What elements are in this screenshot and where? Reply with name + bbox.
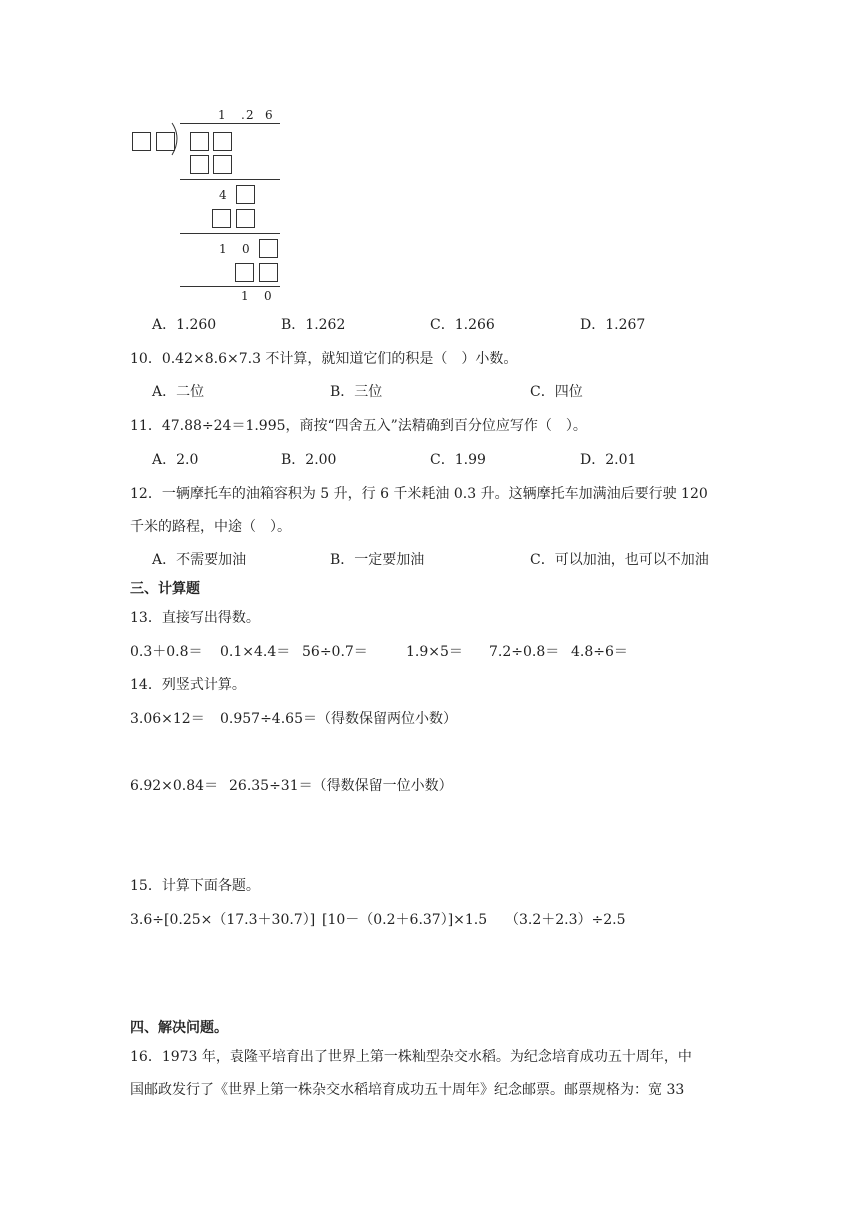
q13-item: 7.2÷0.8＝ <box>489 644 560 660</box>
q9-option-a[interactable]: A．1.260 <box>152 317 217 333</box>
q15-item: （3.2＋2.3）÷2.5 <box>505 912 626 928</box>
q15-item: [10－（0.2＋6.37）]×1.5 <box>322 912 488 928</box>
subtraction-line <box>180 179 280 180</box>
partial-digit: 0 <box>242 242 250 256</box>
q15-item: 3.6÷[0.25×（17.3＋30.7）] <box>130 912 316 928</box>
q12-stem-line1: 12．一辆摩托车的油箱容积为 5 升，行 6 千米耗油 0.3 升。这辆摩托车加满油后要行驶 120 <box>130 486 708 502</box>
q14-item: 0.957÷4.65＝（得数保留两位小数） <box>220 711 457 727</box>
product-box[interactable] <box>236 209 255 228</box>
quotient-digit: . <box>241 108 245 122</box>
partial-box[interactable] <box>259 239 278 258</box>
q14-item: 6.92×0.84＝ <box>130 778 219 794</box>
q10-option-b[interactable]: B．三位 <box>330 384 383 400</box>
remainder-digit: 1 <box>241 289 249 303</box>
q12-option-a[interactable]: A．不需要加油 <box>152 552 247 568</box>
q14-item: 3.06×12＝ <box>130 711 205 727</box>
q10-stem: 10．0.42×8.6×7.3 不计算，就知道它们的积是（ ）小数。 <box>130 351 518 367</box>
partial-box[interactable] <box>236 185 255 204</box>
divisor-box[interactable] <box>156 132 175 151</box>
q12-option-c[interactable]: C．可以加油，也可以不加油 <box>530 552 709 568</box>
divisor-box[interactable] <box>132 132 151 151</box>
product-box[interactable] <box>213 155 232 174</box>
q11-option-d[interactable]: D．2.01 <box>580 452 637 468</box>
q13-item: 0.1×4.4＝ <box>220 644 291 660</box>
remainder-digit: 0 <box>264 289 272 303</box>
q14-item: 26.35÷31＝（得数保留一位小数） <box>229 778 453 794</box>
q9-option-d[interactable]: D．1.267 <box>580 317 646 333</box>
q13-item: 56÷0.7＝ <box>302 644 368 660</box>
q12-stem-line2: 千米的路程，中途（ ）。 <box>130 519 291 535</box>
division-bar <box>180 123 280 124</box>
q11-option-c[interactable]: C．1.99 <box>430 452 486 468</box>
q15-stem: 15．计算下面各题。 <box>130 878 260 894</box>
subtraction-line <box>180 286 280 287</box>
quotient-digit: 6 <box>265 108 273 122</box>
q9-option-b[interactable]: B．1.262 <box>281 317 346 333</box>
q9-option-c[interactable]: C．1.266 <box>430 317 495 333</box>
dividend-box[interactable] <box>190 132 209 151</box>
q11-stem: 11．47.88÷24＝1.995，商按“四舍五入”法精确到百分位应写作（ ）。 <box>130 418 587 434</box>
q14-stem: 14．列竖式计算。 <box>130 677 246 693</box>
section-3-title: 三、计算题 <box>130 581 200 597</box>
q16-line1: 16．1973 年，袁隆平培育出了世界上第一株籼型杂交水稻。为纪念培育成功五十周年，中 <box>130 1049 692 1065</box>
q16-line2: 国邮政发行了《世界上第一株杂交水稻培育成功五十周年》纪念邮票。邮票规格为：宽 33 <box>130 1082 685 1098</box>
q12-option-b[interactable]: B．一定要加油 <box>330 552 425 568</box>
q10-option-c[interactable]: C．四位 <box>530 384 583 400</box>
product-box[interactable] <box>235 263 254 282</box>
subtraction-line <box>180 233 280 234</box>
q13-stem: 13．直接写出得数。 <box>130 610 260 626</box>
quotient-digit: 1 <box>218 108 226 122</box>
q13-item: 4.8÷6＝ <box>571 644 628 660</box>
q11-option-b[interactable]: B．2.00 <box>281 452 337 468</box>
product-box[interactable] <box>259 263 278 282</box>
partial-digit: 4 <box>219 188 227 202</box>
partial-digit: 1 <box>219 242 227 256</box>
product-box[interactable] <box>190 155 209 174</box>
q13-item: 0.3＋0.8＝ <box>130 644 203 660</box>
section-4-title: 四、解决问题。 <box>130 1020 228 1036</box>
q13-item: 1.9×5＝ <box>406 644 463 660</box>
quotient-digit: 2 <box>246 108 254 122</box>
product-box[interactable] <box>212 209 231 228</box>
dividend-box[interactable] <box>213 132 232 151</box>
q10-option-a[interactable]: A．二位 <box>152 384 205 400</box>
q11-option-a[interactable]: A．2.0 <box>152 452 199 468</box>
